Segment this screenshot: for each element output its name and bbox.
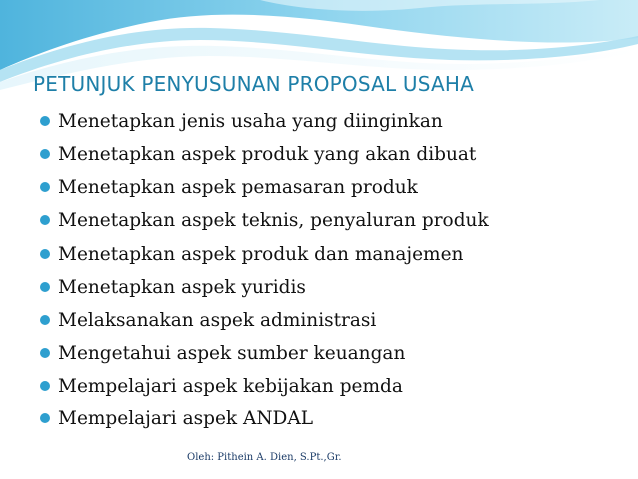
bullet-text: Menetapkan aspek yuridis	[58, 276, 306, 298]
bullet-text: Melaksanakan aspek administrasi	[58, 309, 377, 331]
bullet-dot-icon	[40, 413, 50, 423]
bullet-text: Menetapkan jenis usaha yang diinginkan	[58, 110, 443, 132]
bullet-item	[0, 403, 600, 433]
bullet-dot-icon	[40, 249, 50, 259]
bullet-dot-icon	[40, 149, 50, 159]
bullet-dot-icon	[40, 215, 50, 225]
bullet-text: Menetapkan aspek teknis, penyaluran produk	[58, 209, 489, 231]
bullet-text: Menetapkan aspek produk dan manajemen	[58, 243, 464, 265]
bullet-text: Mengetahui aspek sumber keuangan	[58, 342, 406, 364]
bullet-item	[0, 371, 600, 401]
bullet-text: Menetapkan aspek pemasaran produk	[58, 176, 418, 198]
bullet-item	[0, 338, 600, 368]
bullet-item	[0, 106, 600, 136]
bullet-item	[0, 305, 600, 335]
bullet-item	[0, 272, 600, 302]
bullet-item	[0, 139, 600, 169]
bullet-text: Mempelajari aspek ANDAL	[58, 407, 314, 429]
bullet-text: Menetapkan aspek produk yang akan dibuat	[58, 143, 477, 165]
slide-footer-author: Oleh: Pithein A. Dien, S.Pt.,Gr.	[187, 452, 342, 463]
bullet-dot-icon	[40, 315, 50, 325]
bullet-dot-icon	[40, 381, 50, 391]
bullet-item	[0, 172, 600, 202]
bullet-text: Mempelajari aspek kebijakan pemda	[58, 375, 403, 397]
bullet-item	[0, 205, 600, 235]
bullet-dot-icon	[40, 182, 50, 192]
slide-title: PETUNJUK PENYUSUNAN PROPOSAL USAHA	[33, 72, 474, 96]
bullet-dot-icon	[40, 282, 50, 292]
bullet-item	[0, 239, 600, 269]
bullet-dot-icon	[40, 116, 50, 126]
bullet-dot-icon	[40, 348, 50, 358]
